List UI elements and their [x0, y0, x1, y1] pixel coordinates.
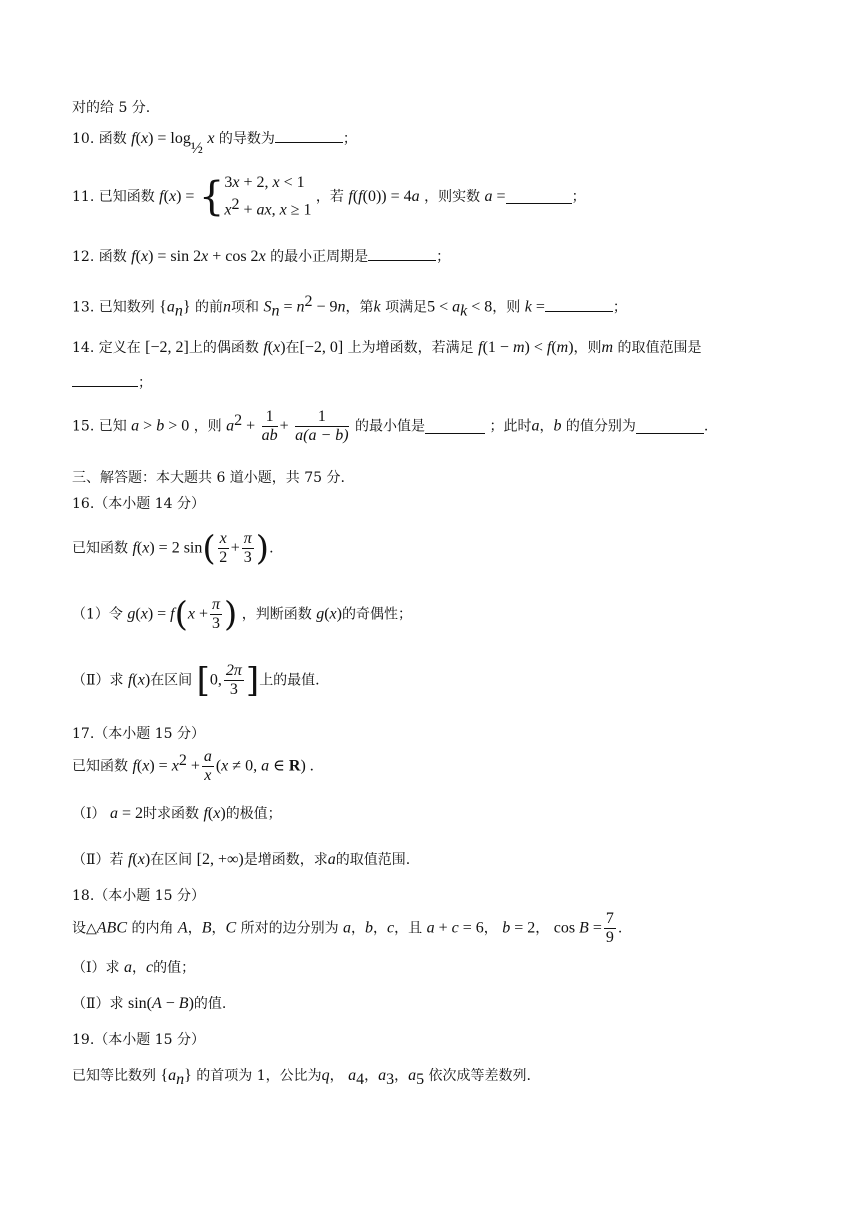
line-text: 对的给 5 分. [72, 100, 151, 116]
question-text: ，第 [345, 299, 374, 316]
question-text: ，判断函数 [241, 606, 312, 623]
answer-blank[interactable] [506, 189, 572, 204]
question-text: ，则 [193, 418, 222, 435]
question-number: 12. 函数 [72, 249, 127, 265]
question-text: 上的偶函数 [188, 340, 259, 356]
question-text: （1）令 [72, 606, 123, 623]
question-17-heading [72, 724, 205, 744]
question-text: 在区间 [150, 852, 193, 868]
question-14: 14. 定义在 [−2, 2]上的偶函数 f(x)在[−2, 0] 上为增函数，若满足 f(1 − m) < f(m)，则m 的取值范围是 [72, 339, 702, 356]
question-number: 18.（本小题 15 分） [72, 888, 205, 904]
question-16-part-1: （1）令 g(x) = f(x + $\frac{\pi}{3}$ ) ，判断函数 g(x)的奇偶性； [72, 594, 412, 635]
question-text: 的前 [195, 299, 223, 316]
question-text: 依次成等差数列. [428, 1068, 531, 1084]
answer-blank[interactable] [636, 419, 704, 434]
section-heading [72, 468, 345, 488]
question-text: 是增函数，求 [243, 852, 328, 868]
question-12: 12. 函数 f(x) = sin 2x + cos 2x 的最小正周期是 ； [72, 248, 451, 265]
answer-blank[interactable] [425, 419, 485, 434]
answer-blank[interactable] [545, 297, 613, 312]
question-number: 15. 已知 [72, 418, 127, 435]
answer-blank[interactable] [368, 246, 436, 261]
question-16-heading [72, 494, 205, 514]
question-text: ，则 [492, 299, 521, 316]
question-text: ；此时 [489, 418, 532, 435]
question-text: 已知等比数列 [72, 1068, 156, 1084]
question-text: 上为增函数，若满足 [347, 340, 474, 356]
question-17-stem: 已知函数 $f(x) = x^2$ + $\frac{a}{x}$ (x ≠ 0, a ∈ R) . [72, 748, 314, 784]
question-text: 项和 [231, 299, 259, 316]
question-text: 所对的边分别为 [240, 920, 339, 937]
question-text: 的取值范围是 [617, 340, 702, 356]
question-number: 14. 定义在 [72, 340, 141, 356]
question-number: 10. 函数 [72, 131, 127, 147]
question-16-stem: 已知函数 f(x) = 2 sin( $\frac{x}{2}$ + $\frac{\pi}{3}$ ). [72, 528, 274, 569]
question-text: ，且 [394, 920, 423, 937]
question-14-blank-line: ； [72, 372, 152, 393]
question-11: 11. 已知函数 f(x) = {3x + 2, x < 1 $x^2$ + ax, x ≥ 1 ，若 f(f(0)) = 4a ，则实数 a = ； [72, 173, 586, 220]
question-text: （Ⅱ）求 [72, 672, 124, 689]
question-16-part-2: （Ⅱ）求 f(x)在区间 [0, $\frac{2\pi}{3}$ ]上的最值. [72, 660, 320, 701]
question-18-part-1: （Ⅰ）求 a，c的值； [72, 959, 196, 976]
question-text: 的首项为 1，公比为 [196, 1068, 322, 1084]
question-19-stem: 已知等比数列 $\{a_n\}$ 的首项为 1，公比为q， $a_4$，$a_3$，$a_5$ 依次成等差数列. [72, 1067, 531, 1088]
question-text: 的最小正周期是 [270, 249, 369, 265]
question-10: 10. 函数 $f(x) = \log_{\frac{1}{2}} x$ 的导数为 ； [72, 130, 357, 157]
question-17-part-1: （Ⅰ） a = 2时求函数 f(x)的极值； [72, 805, 282, 822]
question-text: （Ⅱ）求 [72, 996, 124, 1012]
question-text: 的导数为 [218, 131, 275, 147]
question-text: 上的最值. [259, 672, 320, 689]
question-15: 15. 已知 a > b > 0 ，则 $a^2$ + $\frac{1}{ab}$ + $\frac{1}{a(a - b)}$ 的最小值是 ；此时a，b 的值分别为 . [72, 408, 709, 444]
question-13: 13. 已知数列 $\{a_n\}$ 的前n项和 $S_n = n^2 - 9n$，第k 项满足$5 < a_k < 8$，则 k = ； [72, 293, 627, 320]
question-19-heading [72, 1030, 205, 1050]
question-number: 13. 已知数列 [72, 299, 155, 316]
question-text: 的奇偶性； [341, 606, 412, 623]
question-number: 11. 已知函数 [72, 188, 155, 205]
question-number: 16.（本小题 14 分） [72, 496, 205, 512]
question-text: ，若 [315, 188, 344, 205]
question-text: 的最小值是 [355, 418, 426, 435]
question-text: ，则实数 [424, 188, 481, 205]
question-text: 的值； [153, 960, 196, 976]
question-text: 已知函数 [72, 540, 128, 557]
question-text: （Ⅰ）求 [72, 960, 120, 976]
question-text: 在区间 [150, 672, 193, 689]
answer-blank[interactable] [275, 128, 343, 143]
question-number: 19.（本小题 15 分） [72, 1032, 205, 1048]
question-text: 在 [285, 340, 300, 356]
question-17-part-2: （Ⅱ）若 f(x)在区间 [2, +∞)是增函数，求a的取值范围. [72, 851, 411, 868]
question-18-part-2: （Ⅱ）求 sin(A − B)的值. [72, 995, 227, 1012]
question-text: （Ⅱ）若 [72, 852, 124, 868]
question-18-heading [72, 886, 205, 906]
question-text: 的值. [193, 996, 227, 1012]
question-text: 的值分别为 [565, 418, 636, 435]
question-18-stem: 设△ABC 的内角 A，B，C 所对的边分别为 a，b，c，且 a + c = 6， b = 2， cos B = $\frac{7}{9}$ . [72, 910, 623, 946]
text-line [72, 98, 150, 118]
question-text: 的取值范围. [335, 852, 411, 868]
question-number: 17.（本小题 15 分） [72, 726, 205, 742]
question-text: 的极值； [225, 806, 282, 822]
question-text: ，则 [573, 340, 602, 356]
question-text: ， [539, 418, 554, 435]
question-text: 已知函数 [72, 758, 128, 775]
question-text: 时求函数 [143, 806, 200, 822]
question-text: 设△ [72, 920, 97, 937]
answer-blank[interactable] [72, 372, 138, 387]
question-text: 的内角 [131, 920, 174, 937]
question-text: （Ⅰ） [72, 806, 106, 822]
section-title: 三、解答题：本大题共 6 道小题，共 75 分. [72, 470, 345, 486]
question-text: 项满足 [385, 299, 428, 316]
